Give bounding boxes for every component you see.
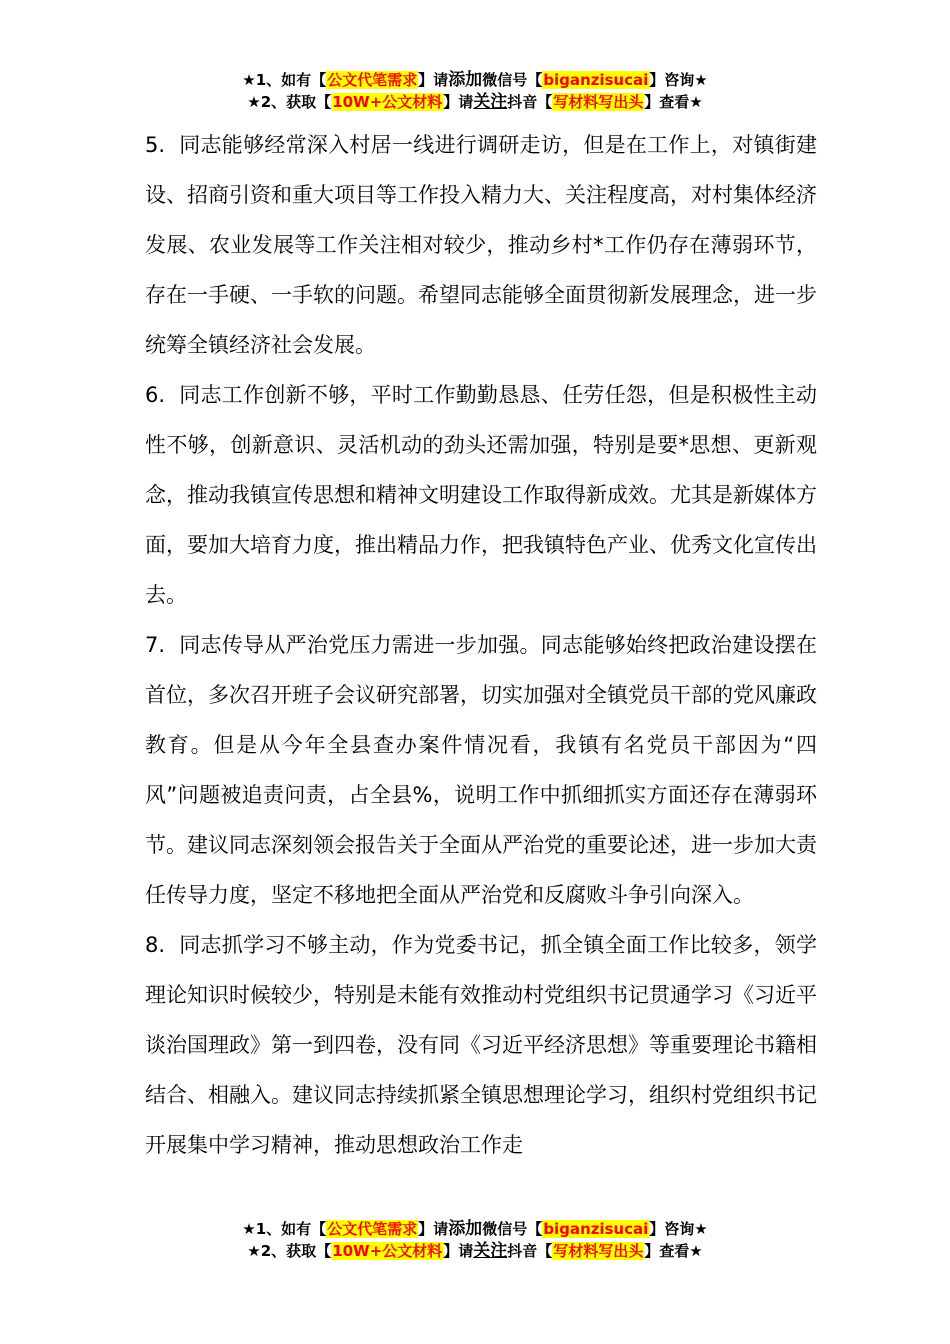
paragraph-number: 6.	[145, 383, 166, 407]
paragraph-text: 同志传导从严治党压力需进一步加强。同志能够始终把政治建设摆在首位，多次召开班子会议研究部署，切实加强对全镇党员干部的党风廉政教育。但是从今年全县查办案件情况看，我镇有名党员干部因为“四风”问题被追责问责，占全县%，说明工作中抓细抓实方面还存在薄弱环节。建议同志深刻领会报告关于全面从严治党的重要论述，进一步加大责任传导力度，坚定不移地把全面从严治党和反腐败斗争引向深入。	[145, 633, 817, 907]
promo-line-1: ★1、如有【公文代笔需求】请添加微信号【biganzisucai】咨询★	[242, 70, 708, 90]
highlight-douyin-account: 写材料写出头	[553, 93, 644, 111]
highlight-service: 公文代笔需求	[327, 1220, 418, 1238]
paragraph-text: 同志能够经常深入村居一线进行调研走访，但是在工作上，对镇街建设、招商引资和重大项目等工作投入精力大、关注程度高，对村集体经济发展、农业发展等工作关注相对较少，推动乡村*工作仍存在薄弱环节，存在一手硬、一手软的问题。希望同志能够全面贯彻新发展理念，进一步统筹全镇经济社会发展。	[145, 133, 817, 357]
highlight-service: 公文代笔需求	[327, 71, 418, 89]
star-icon: ★	[247, 1242, 261, 1260]
paragraph-text: 同志抓学习不够主动，作为党委书记，抓全镇全面工作比较多，领学理论知识时候较少，特别是未能有效推动村党组织书记贯通学习《习近平谈治国理政》第一到四卷，没有同《习近平经济思想》等重要理论书籍相结合、相融入。建议同志持续抓紧全镇思想理论学习，组织村党组织书记开展集中学习精神，推动思想政治工作走	[145, 933, 817, 1157]
star-icon: ★	[242, 1220, 256, 1238]
paragraph-number: 8.	[145, 933, 166, 957]
paragraph-6	[145, 370, 817, 620]
star-icon: ★	[689, 1242, 703, 1260]
star-icon: ★	[694, 71, 708, 89]
highlight-materials: 10W+公文材料	[332, 1242, 443, 1260]
document-body	[145, 120, 817, 1170]
promo-line-2: ★2、获取【10W+公文材料】请关注抖音【写材料写出头】查看★	[247, 1241, 703, 1261]
paragraph-number: 7.	[145, 633, 166, 657]
highlight-materials: 10W+公文材料	[332, 93, 443, 111]
star-icon: ★	[242, 71, 256, 89]
promo-banner-bottom	[0, 1218, 950, 1262]
highlight-douyin-account: 写材料写出头	[553, 1242, 644, 1260]
highlight-wechat-id: biganzisucai	[543, 1220, 649, 1238]
promo-line-1: ★1、如有【公文代笔需求】请添加微信号【biganzisucai】咨询★	[242, 1219, 708, 1239]
paragraph-5	[145, 120, 817, 370]
star-icon: ★	[694, 1220, 708, 1238]
paragraph-8	[145, 920, 817, 1170]
star-icon: ★	[689, 93, 703, 111]
paragraph-text: 同志工作创新不够，平时工作勤勤恳恳、任劳任怨，但是积极性主动性不够，创新意识、灵活机动的劲头还需加强，特别是要*思想、更新观念，推动我镇宣传思想和精神文明建设工作取得新成效。尤其是新媒体方面，要加大培育力度，推出精品力作，把我镇特色产业、优秀文化宣传出去。	[145, 383, 817, 607]
paragraph-number: 5.	[145, 133, 166, 157]
highlight-wechat-id: biganzisucai	[543, 71, 649, 89]
promo-banner-top	[0, 69, 950, 113]
paragraph-7	[145, 620, 817, 920]
promo-line-2: ★2、获取【10W+公文材料】请关注抖音【写材料写出头】查看★	[247, 92, 703, 112]
star-icon: ★	[247, 93, 261, 111]
